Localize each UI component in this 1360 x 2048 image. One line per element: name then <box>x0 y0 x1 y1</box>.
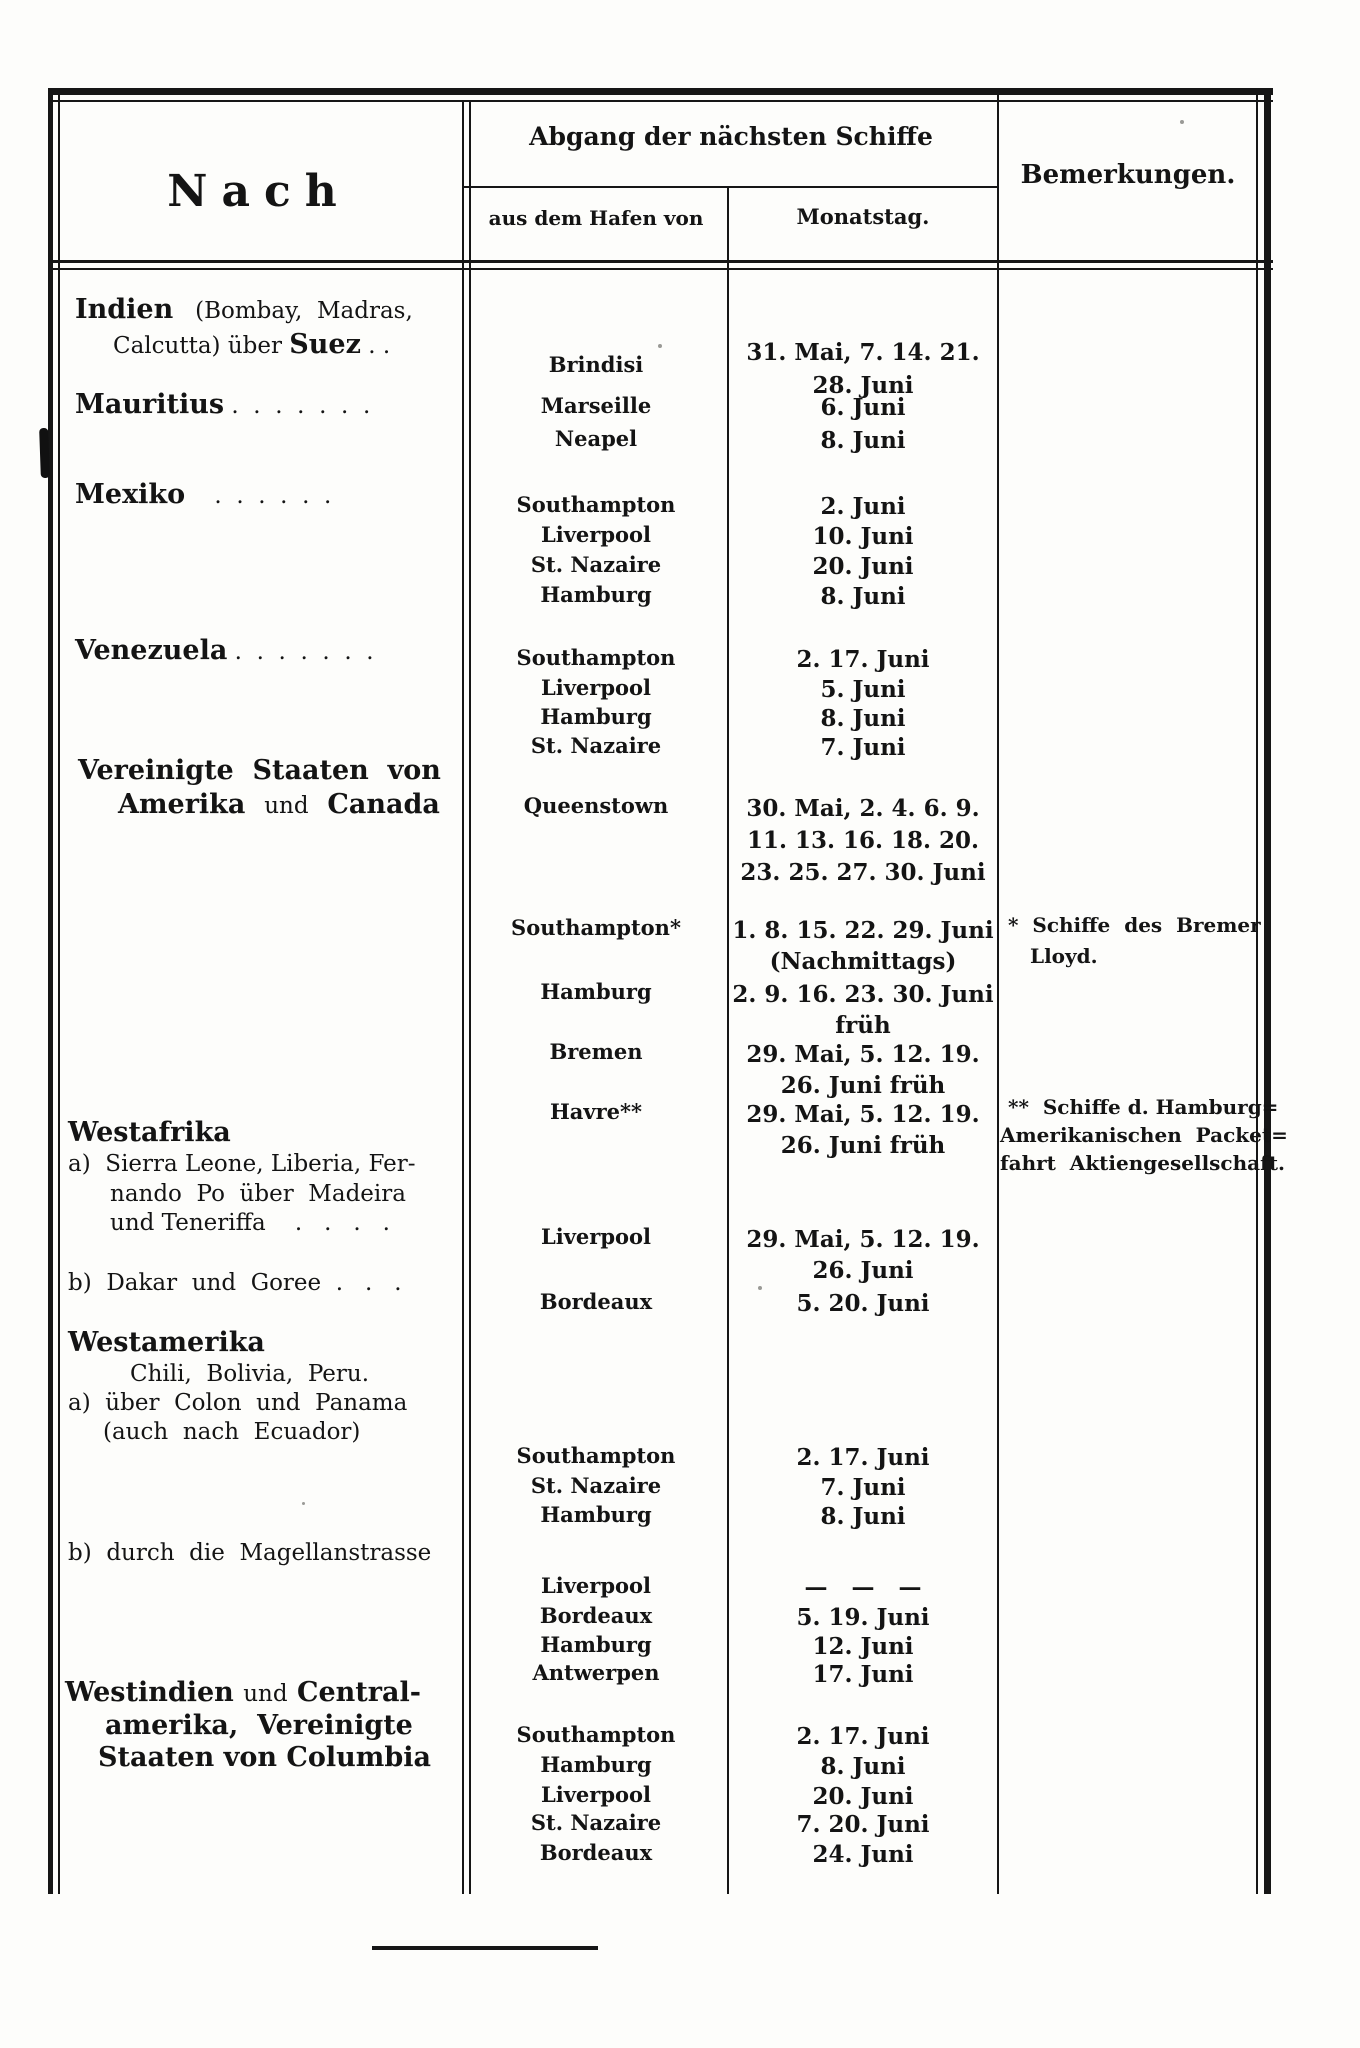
destination-name: Canada <box>308 789 440 820</box>
port-cell: Queenstown <box>523 793 669 818</box>
dates-cell <box>728 1573 998 1603</box>
destination-detail: und <box>243 1681 288 1707</box>
dates-cell <box>728 915 998 977</box>
date-line: 7. 20. Juni <box>796 1811 930 1838</box>
port-cell: Brindisi <box>548 352 644 377</box>
remark-line: Amerikanischen Packet= <box>1000 1123 1288 1147</box>
date-line: 17. Juni <box>812 1661 914 1688</box>
column-header-hafen: aus dem Hafen von <box>488 206 704 230</box>
dates-cell <box>728 979 998 1041</box>
destination-name: Mexiko <box>75 479 186 510</box>
destination-name: Central- <box>287 1677 421 1708</box>
destination-label-line <box>113 330 390 360</box>
date-line: 10. Juni <box>812 523 914 550</box>
destination-detail: (auch nach Ecuador) <box>103 1419 361 1445</box>
destination-label-line <box>103 1420 360 1445</box>
port-cell: Liverpool <box>540 675 652 700</box>
date-line: (Nachmittags) <box>769 948 957 975</box>
destination-label-line <box>118 790 440 820</box>
destination-detail: Chili, Bolivia, Peru. <box>130 1361 370 1387</box>
dates-cell <box>728 1289 998 1319</box>
destination-label-line <box>68 1271 402 1296</box>
destination-name: Westindien <box>65 1677 244 1708</box>
port-cell: Southampton <box>516 1443 676 1468</box>
destination-detail: nando Po über Madeira <box>110 1181 406 1207</box>
port-cell: Bordeaux <box>539 1603 653 1628</box>
port-cell: St. Nazaire <box>530 1810 662 1835</box>
date-line: 30. Mai, 2. 4. 6. 9. <box>746 795 980 822</box>
destination-label-line <box>75 480 331 510</box>
dates-cell <box>728 1660 998 1690</box>
remark-line: fahrt Aktiengesellschaft. <box>1000 1151 1285 1175</box>
port-cell: St. Nazaire <box>530 733 662 758</box>
destination-label-line <box>110 1182 406 1207</box>
dates-cell <box>728 1224 998 1286</box>
destination-label-line <box>98 1743 431 1773</box>
dates-cell <box>728 1632 998 1662</box>
dates-cell <box>728 733 998 763</box>
scan-speck <box>658 344 662 348</box>
date-line: früh <box>835 1012 891 1039</box>
destination-label-line <box>75 295 413 325</box>
footer-rule <box>372 1946 598 1950</box>
destination-name: Mauritius <box>75 389 225 420</box>
header-subdivider-line <box>464 186 998 188</box>
destination-name: Amerika <box>118 789 265 820</box>
column-header-abgang: Abgang der nächsten Schiffe <box>529 122 933 151</box>
dates-cell <box>728 1603 998 1633</box>
destination-label-line <box>130 1362 369 1387</box>
destination-label-line <box>65 1678 421 1708</box>
column-header-monatstag: Monatstag. <box>796 204 930 229</box>
date-line: 8. Juni <box>820 1753 906 1780</box>
destination-detail: a) Sierra Leone, Liberia, Fer- <box>68 1151 416 1177</box>
date-line: 2. 17. Juni <box>796 646 930 673</box>
dates-cell <box>728 675 998 705</box>
dates-cell <box>728 552 998 582</box>
scan-speck <box>1180 120 1184 124</box>
destination-name: Westafrika <box>68 1117 231 1148</box>
destination-detail: b) durch die Magellanstrasse <box>68 1540 432 1566</box>
dates-cell <box>728 1473 998 1503</box>
date-line: 2. 9. 16. 23. 30. Juni <box>732 981 994 1008</box>
destination-label-line <box>68 1391 407 1416</box>
port-cell: Havre** <box>549 1099 643 1124</box>
destination-detail: (Bombay, Madras, <box>173 298 413 324</box>
column-header-nach: Nach <box>167 166 351 217</box>
port-cell: Bordeaux <box>539 1289 653 1314</box>
port-cell: Southampton <box>516 1722 676 1747</box>
destination-detail: . . . . . . <box>185 483 332 509</box>
date-line: 8. Juni <box>820 583 906 610</box>
date-line: — — — <box>804 1574 922 1601</box>
port-cell: Hamburg <box>540 704 652 729</box>
port-cell: Bremen <box>549 1039 643 1064</box>
date-line: 2. Juni <box>820 493 906 520</box>
port-cell: Southampton <box>516 645 676 670</box>
destination-label-line <box>78 756 441 786</box>
destination-label-line <box>110 1211 390 1236</box>
dates-cell <box>728 426 998 456</box>
port-cell: Marseille <box>540 393 652 418</box>
destination-name: Vereinigte Staaten von <box>78 755 441 786</box>
date-line: 28. Juni <box>812 372 914 399</box>
table-border-top-thick <box>48 88 1273 95</box>
destination-label-line <box>68 1541 431 1566</box>
port-cell: Southampton <box>516 492 676 517</box>
table-border-right-outer <box>1264 88 1271 1894</box>
date-line: 26. Juni früh <box>780 1072 946 1099</box>
destination-name: amerika, Vereinigte <box>105 1710 413 1741</box>
date-line: 1. 8. 15. 22. 29. Juni <box>732 917 994 944</box>
destination-name: Venezuela <box>75 635 228 666</box>
destination-detail: . . . . . . . <box>227 639 374 665</box>
destination-detail: b) Dakar und Goree . . . <box>68 1270 402 1296</box>
port-cell: Liverpool <box>540 1224 652 1249</box>
header-bottom-line-1 <box>48 260 1273 263</box>
scan-speck <box>758 1286 762 1290</box>
port-cell: Hamburg <box>540 582 652 607</box>
header-bottom-line-2 <box>48 268 1273 270</box>
port-cell: Hamburg <box>540 1502 652 1527</box>
table-border-left-outer <box>48 88 53 1894</box>
date-line: 8. Juni <box>820 1503 906 1530</box>
date-line: 12. Juni <box>812 1633 914 1660</box>
table-border-right-inner <box>1256 88 1258 1894</box>
destination-name: Staaten von Columbia <box>98 1742 431 1773</box>
remark-line: Lloyd. <box>1030 944 1098 968</box>
dates-cell <box>728 1810 998 1840</box>
dates-cell <box>728 1443 998 1473</box>
destination-detail: und <box>264 793 309 819</box>
dates-cell <box>728 1782 998 1812</box>
destination-detail: und Teneriffa . . . . <box>110 1210 390 1236</box>
remark-line: ** Schiffe d. Hamburg= <box>1008 1095 1279 1119</box>
date-line: 26. Juni <box>812 1257 914 1284</box>
destination-detail: . . . . . . . <box>224 393 371 419</box>
date-line: 11. 13. 16. 18. 20. <box>746 827 980 854</box>
date-line: 5. 20. Juni <box>796 1290 930 1317</box>
port-cell: Liverpool <box>540 1573 652 1598</box>
dates-cell <box>728 492 998 522</box>
destination-detail: Calcutta) über <box>113 333 290 359</box>
destination-name: Suez <box>289 329 361 360</box>
date-line: 2. 17. Juni <box>796 1444 930 1471</box>
column-header-bemerkungen: Bemerkungen. <box>1020 160 1236 190</box>
table-border-top-thin <box>48 100 1273 102</box>
dates-cell <box>728 793 998 889</box>
scan-speck <box>302 1502 305 1505</box>
destination-label-line <box>75 636 374 666</box>
dates-cell <box>728 1840 998 1870</box>
column-divider-nach-a <box>462 100 464 1894</box>
dates-cell <box>728 1099 998 1161</box>
dates-cell <box>728 1752 998 1782</box>
date-line: 29. Mai, 5. 12. 19. <box>746 1041 980 1068</box>
port-cell: Liverpool <box>540 1782 652 1807</box>
date-line: 23. 25. 27. 30. Juni <box>740 859 986 886</box>
port-cell: Hamburg <box>540 1752 652 1777</box>
destination-label-line <box>68 1152 416 1177</box>
date-line: 7. Juni <box>820 1474 906 1501</box>
scan-ink-blob <box>39 428 50 478</box>
date-line: 7. Juni <box>820 734 906 761</box>
dates-cell <box>728 522 998 552</box>
date-line: 8. Juni <box>820 427 906 454</box>
date-line: 5. 19. Juni <box>796 1604 930 1631</box>
date-line: 5. Juni <box>820 676 906 703</box>
destination-name: Westamerika <box>68 1327 265 1358</box>
table-border-left-inner <box>58 88 60 1894</box>
date-line: 24. Juni <box>812 1841 914 1868</box>
dates-cell <box>728 1502 998 1532</box>
date-line: 8. Juni <box>820 705 906 732</box>
port-cell: Hamburg <box>540 979 652 1004</box>
remark-line: * Schiffe des Bremer <box>1008 913 1261 937</box>
port-cell: St. Nazaire <box>530 552 662 577</box>
dates-cell <box>728 582 998 612</box>
destination-label-line <box>75 390 370 420</box>
dates-cell <box>728 645 998 675</box>
destination-label-line <box>105 1711 413 1741</box>
date-line: 29. Mai, 5. 12. 19. <box>746 1226 980 1253</box>
destination-label-line <box>68 1328 265 1358</box>
destination-detail: a) über Colon und Panama <box>68 1390 408 1416</box>
port-cell: St. Nazaire <box>530 1473 662 1498</box>
date-line: 26. Juni früh <box>780 1132 946 1159</box>
date-line: 31. Mai, 7. 14. 21. <box>746 339 980 366</box>
port-cell: Bordeaux <box>539 1840 653 1865</box>
port-cell: Liverpool <box>540 522 652 547</box>
date-line: 20. Juni <box>812 553 914 580</box>
port-cell: Hamburg <box>540 1632 652 1657</box>
destination-name: Indien <box>75 294 174 325</box>
date-line: 2. 17. Juni <box>796 1723 930 1750</box>
port-cell: Neapel <box>554 426 638 451</box>
destination-detail: . . <box>360 333 391 359</box>
port-cell: Southampton* <box>511 915 681 940</box>
dates-cell <box>728 704 998 734</box>
dates-cell <box>728 1722 998 1752</box>
destination-label-line <box>68 1118 231 1148</box>
date-line: 29. Mai, 5. 12. 19. <box>746 1101 980 1128</box>
date-line: 20. Juni <box>812 1783 914 1810</box>
date-line: 6. Juni <box>820 394 906 421</box>
dates-cell <box>728 393 998 423</box>
port-cell: Antwerpen <box>532 1660 660 1685</box>
dates-cell <box>728 1039 998 1101</box>
